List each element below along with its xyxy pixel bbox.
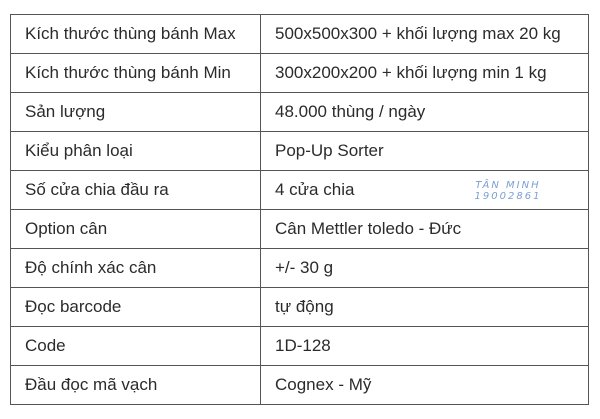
row-value: 1D-128 [261,327,589,366]
row-value: 500x500x300 + khối lượng max 20 kg [261,15,589,54]
row-value: Pop-Up Sorter [261,132,589,171]
row-value: Cognex - Mỹ [261,366,589,405]
row-label: Số cửa chia đầu ra [11,171,261,210]
row-value: 48.000 thùng / ngày [261,93,589,132]
table-row [11,54,589,93]
table-row [11,132,589,171]
spec-table-body [11,15,589,405]
spec-table [10,14,589,405]
table-row [11,210,589,249]
table-row [11,171,589,210]
row-value: +/- 30 g [261,249,589,288]
row-label: Sản lượng [11,93,261,132]
table-row [11,327,589,366]
table-row [11,288,589,327]
table-row [11,249,589,288]
table-row [11,366,589,405]
row-label: Đầu đọc mã vạch [11,366,261,405]
row-value: tự động [261,288,589,327]
row-label: Option cân [11,210,261,249]
row-value: 300x200x200 + khối lượng min 1 kg [261,54,589,93]
row-label: Đọc barcode [11,288,261,327]
row-label: Kích thước thùng bánh Max [11,15,261,54]
row-label: Kích thước thùng bánh Min [11,54,261,93]
row-value: Cân Mettler toledo - Đức [261,210,589,249]
row-label: Code [11,327,261,366]
row-value: 4 cửa chia [261,171,589,210]
watermark-brand: TÂN MINH [475,180,541,191]
row-label: Độ chính xác cân [11,249,261,288]
table-row [11,93,589,132]
table-row [11,15,589,54]
row-label: Kiểu phân loại [11,132,261,171]
watermark-phone: 19002861 [474,191,542,202]
